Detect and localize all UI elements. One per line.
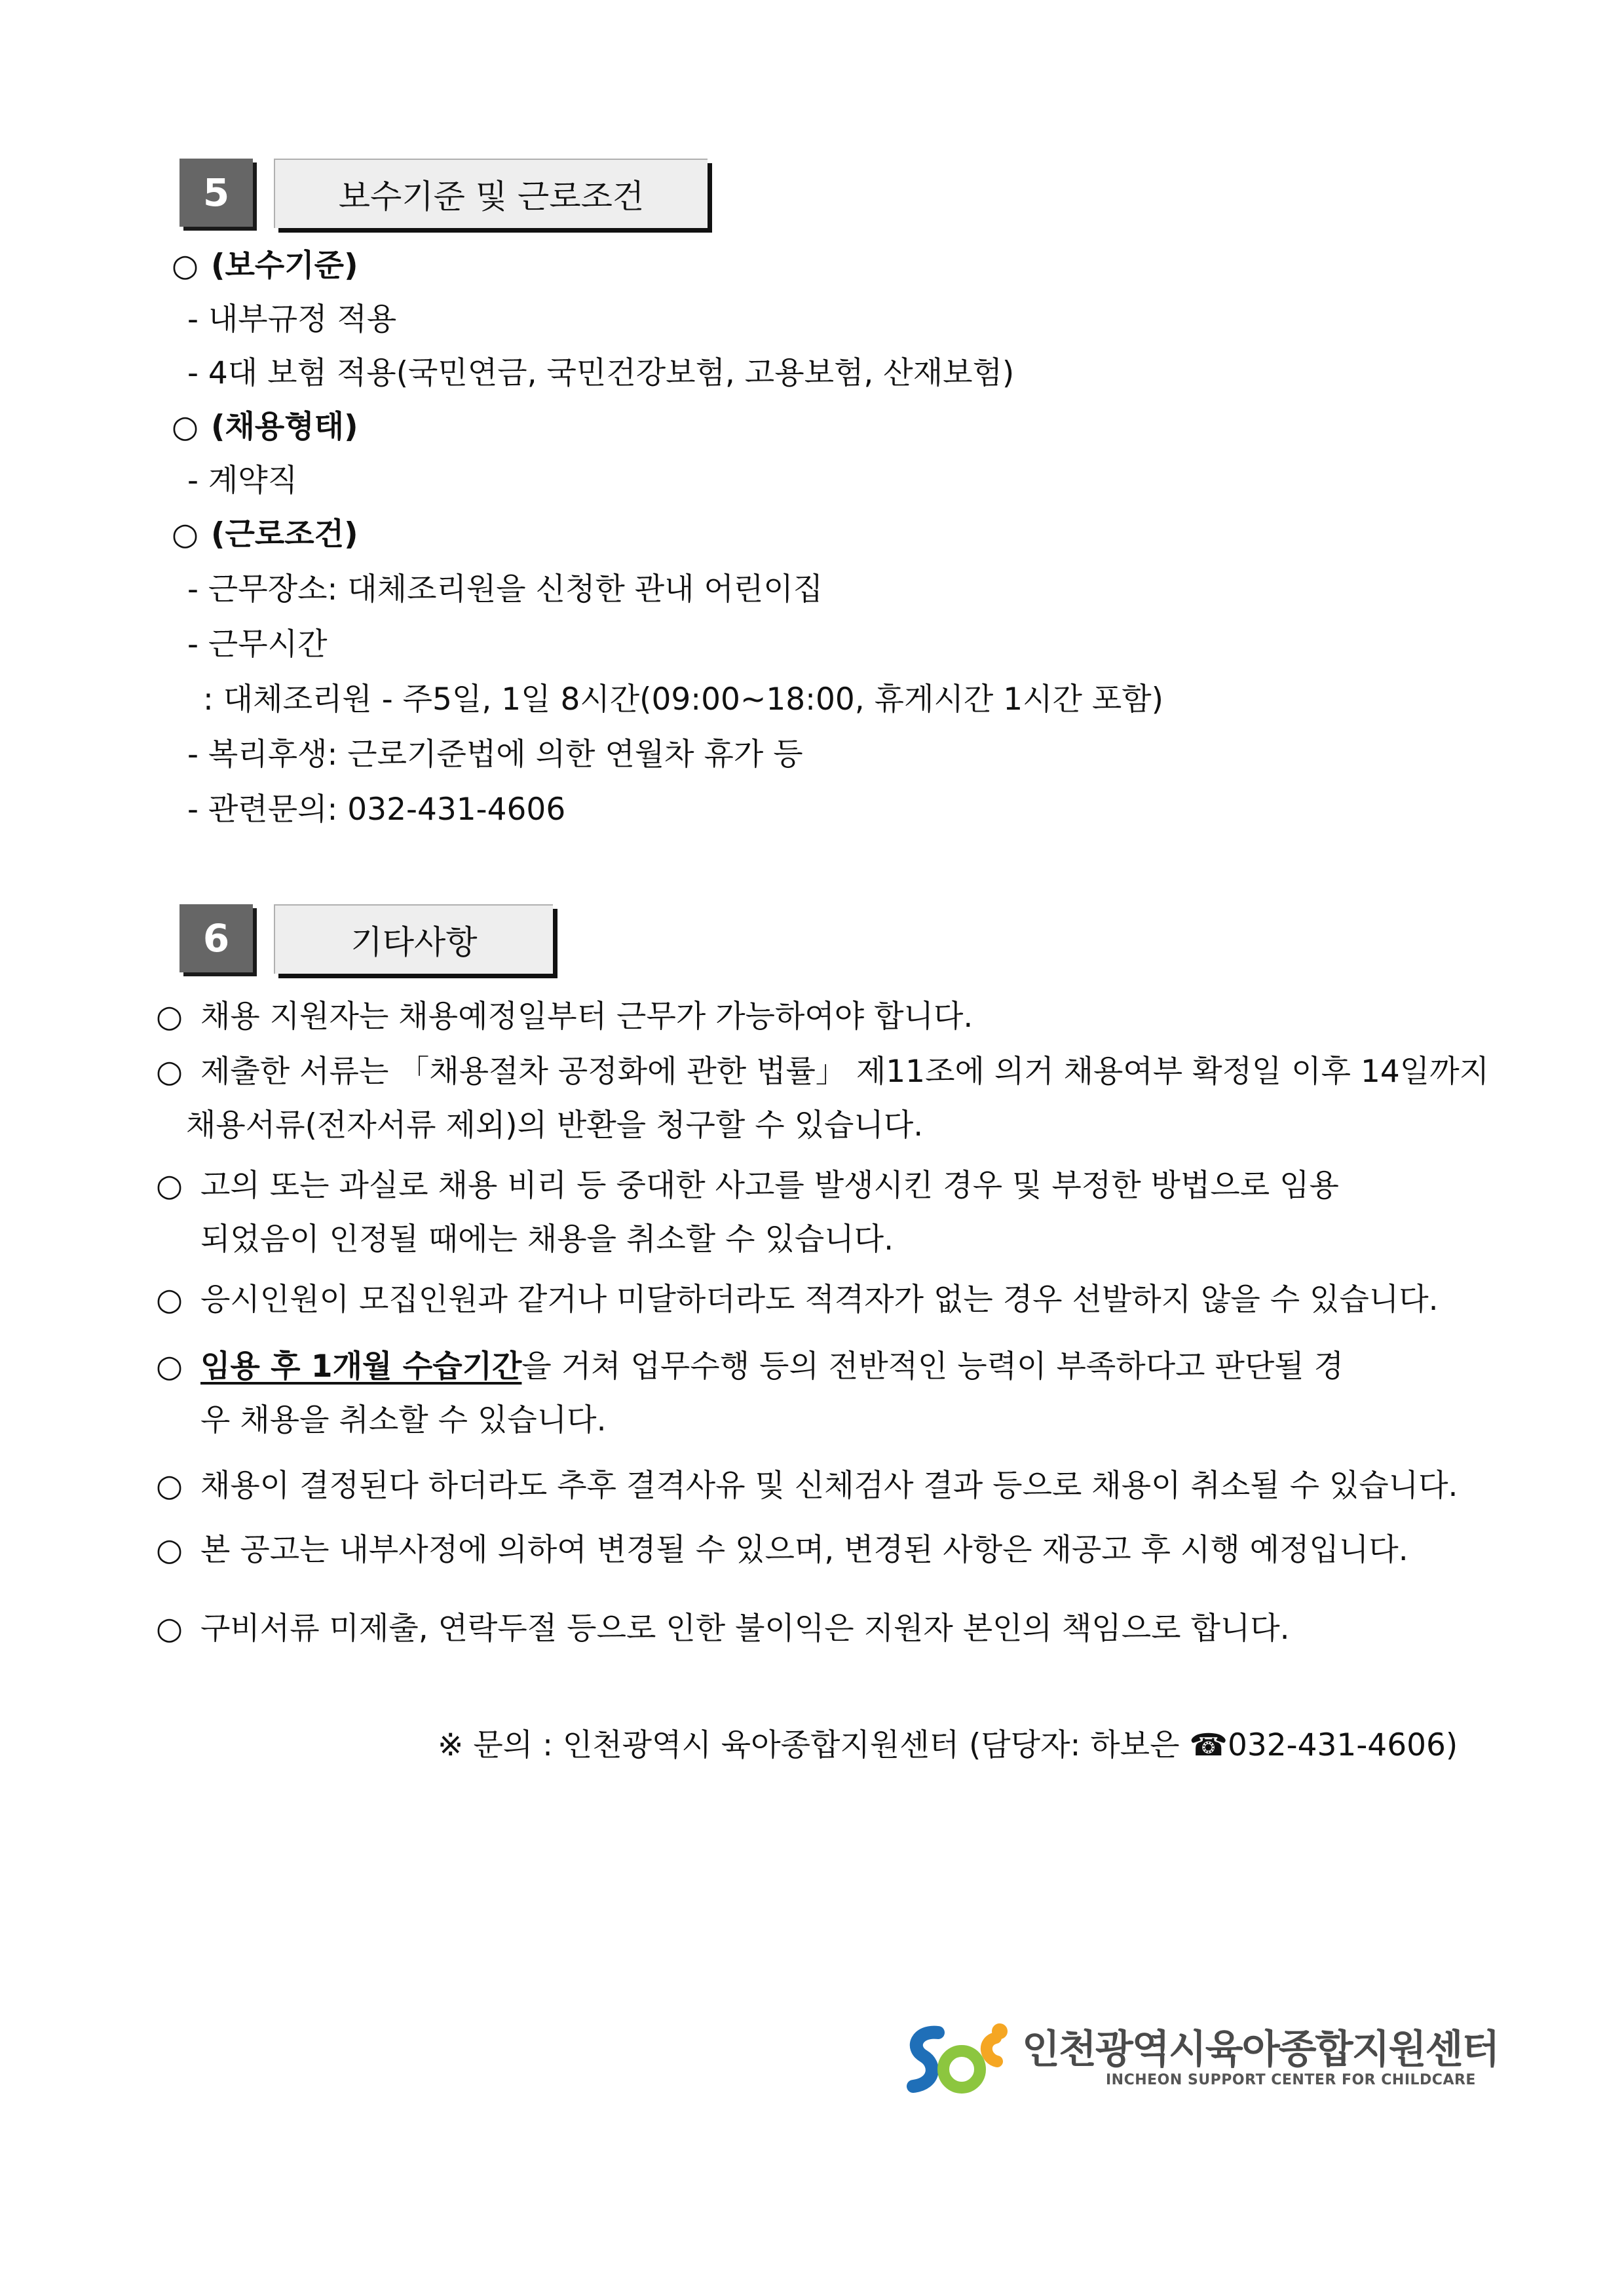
notice-item: 고의 또는 과실로 채용 비리 등 중대한 사고를 발생시킨 경우 및 부정한 방법으로 임용: [200, 1168, 1339, 1204]
pay-item: - 내부규정 적용: [187, 301, 397, 337]
employment-item: - 계약직: [187, 463, 298, 499]
notice-item: 임용 후 1개월 수습기간을 거쳐 업무수행 등의 전반적인 능력이 부족하다고 판단될 경: [200, 1349, 1344, 1385]
conditions-item: - 복리후생: 근로기준법에 의한 연월차 휴가 등: [187, 737, 803, 773]
conditions-item: - 근무시간: [187, 626, 328, 662]
conditions-item: - 관련문의: 032-431-4606: [187, 792, 566, 828]
conditions-item: - 근무장소: 대체조리원을 신청한 관내 어린이집: [187, 571, 823, 607]
notice-bullet-icon: ○: [156, 1168, 183, 1204]
notice-item: 본 공고는 내부사정에 의하여 변경될 수 있으며, 변경된 사항은 재공고 후 시행 예정입니다.: [200, 1532, 1408, 1568]
circle-bullet-icon: ○: [172, 409, 199, 445]
employment-heading: ○ (채용형태): [172, 409, 358, 445]
notice-bullet-icon: ○: [156, 1349, 183, 1385]
probation-emphasis: 임용 후 1개월 수습기간: [200, 1349, 522, 1385]
notice-item: 제출한 서류는 「채용절차 공정화에 관한 법률」 제11조에 의거 채용여부 확정일 이후 14일까지: [200, 1054, 1490, 1090]
section-6-title: 기타사항: [274, 904, 553, 974]
notice-bullet-icon: ○: [156, 999, 183, 1035]
conditions-heading: ○ (근로조건): [172, 516, 358, 552]
contact-info: ※ 문의 : 인천광역시 육아종합지원센터 (담당자: 하보은 ☎032-431-4606): [438, 1727, 1458, 1763]
circle-bullet-icon: ○: [172, 248, 199, 284]
center-logo: [897, 2018, 1499, 2103]
circle-bullet-icon: ○: [172, 516, 199, 552]
section-5-number: 5: [179, 159, 253, 227]
notice-item: 응시인원이 모집인원과 같거나 미달하더라도 적격자가 없는 경우 선발하지 않을 수 있습니다.: [200, 1282, 1439, 1318]
notice-bullet-icon: ○: [156, 1054, 183, 1090]
pay-heading: ○ (보수기준): [172, 248, 358, 284]
section-6-number: 6: [179, 904, 253, 972]
logo-english-name: INCHEON SUPPORT CENTER FOR CHILDCARE: [1106, 2072, 1476, 2088]
notice-item: 채용 지원자는 채용예정일부터 근무가 가능하여야 합니다.: [200, 999, 973, 1035]
notice-bullet-icon: ○: [156, 1532, 183, 1568]
notice-item-continuation: 되었음이 인정될 때에는 채용을 취소할 수 있습니다.: [200, 1221, 894, 1257]
conditions-item: : 대체조리원 - 주5일, 1일 8시간(09:00~18:00, 휴게시간 1시간 포함): [203, 681, 1163, 718]
pay-item: - 4대 보험 적용(국민연금, 국민건강보험, 고용보험, 산재보험): [187, 355, 1015, 391]
notice-bullet-icon: ○: [156, 1468, 183, 1504]
notice-item: 채용이 결정된다 하더라도 추후 결격사유 및 신체검사 결과 등으로 채용이 취소될 수 있습니다.: [200, 1468, 1458, 1504]
childcare-center-logo-icon: [897, 2018, 1015, 2103]
notice-bullet-icon: ○: [156, 1611, 183, 1647]
notice-item-continuation: 우 채용을 취소할 수 있습니다.: [200, 1402, 607, 1438]
notice-item-continuation: 채용서류(전자서류 제외)의 반환을 청구할 수 있습니다.: [186, 1107, 924, 1143]
section-5-title: 보수기준 및 근로조건: [274, 159, 708, 228]
notice-bullet-icon: ○: [156, 1282, 183, 1318]
logo-korean-name: 인천광역시육아종합지원센터: [1022, 2027, 1499, 2073]
notice-item: 구비서류 미제출, 연락두절 등으로 인한 불이익은 지원자 본인의 책임으로 합니다.: [200, 1611, 1290, 1647]
